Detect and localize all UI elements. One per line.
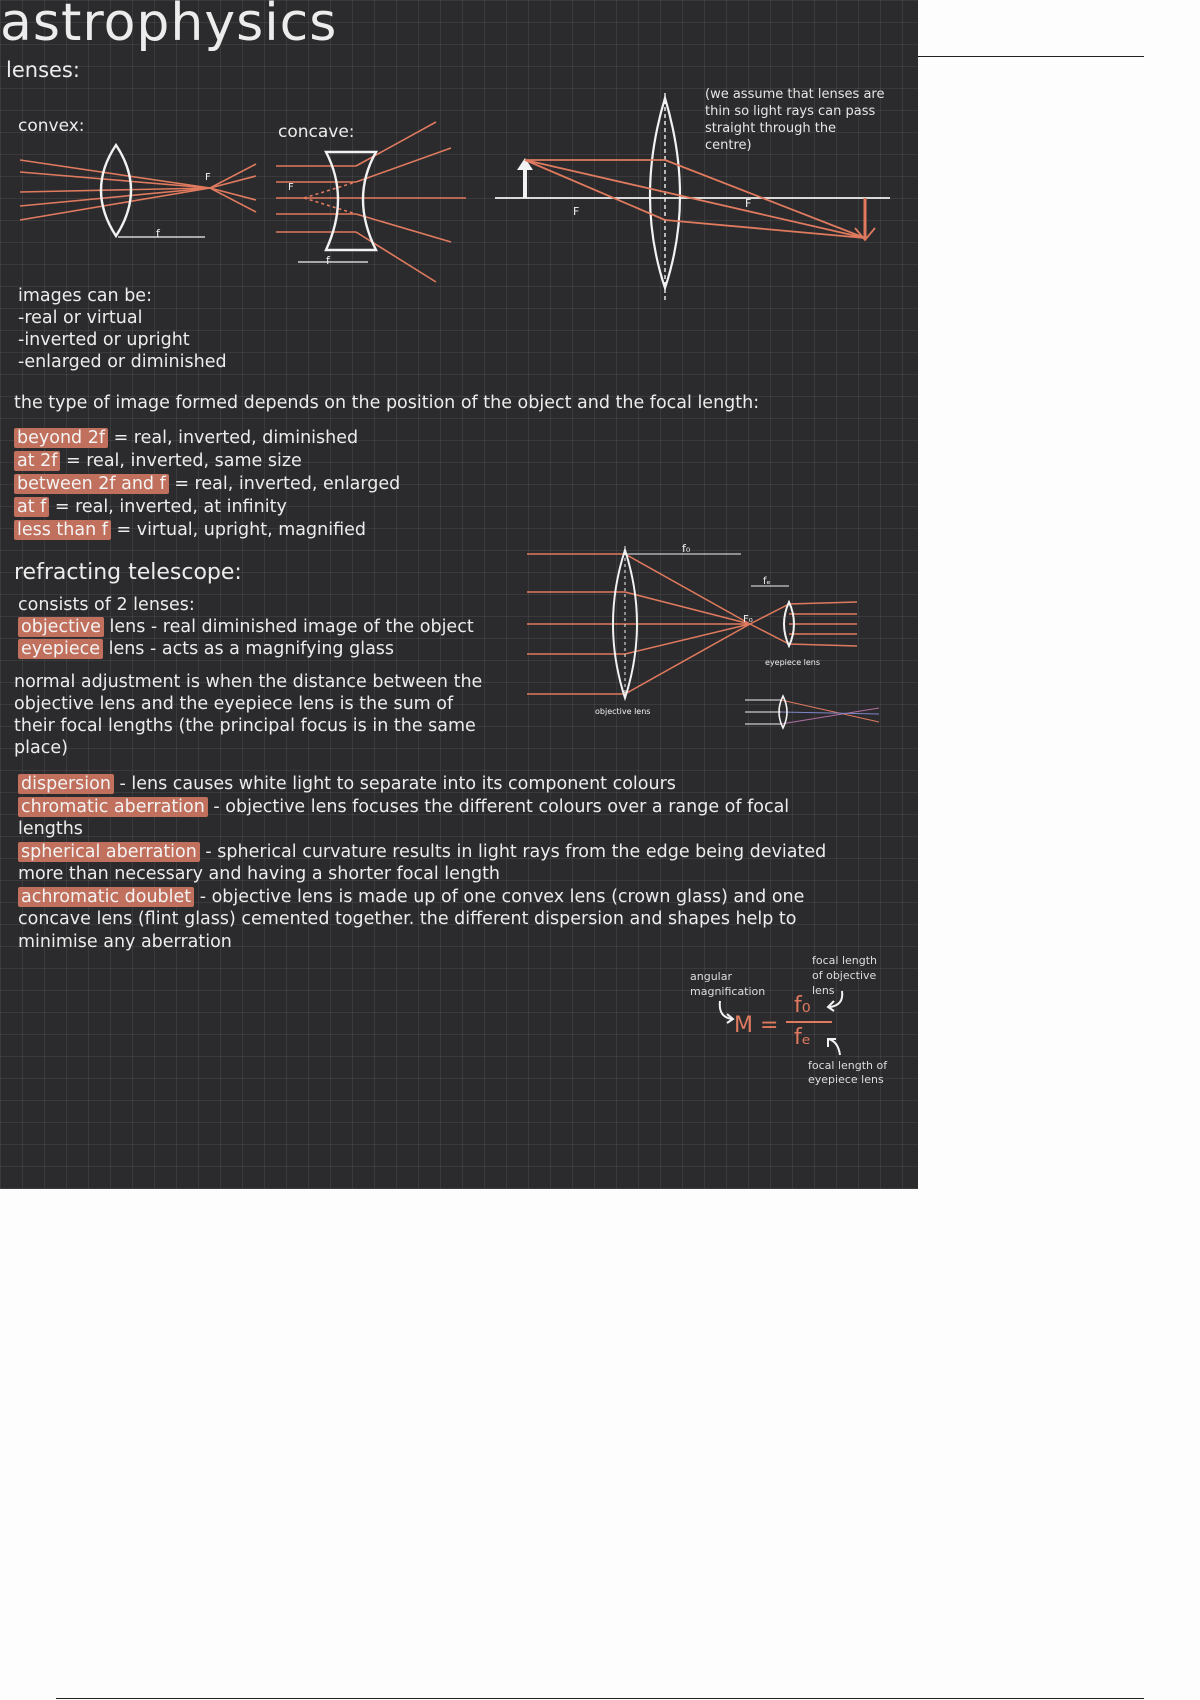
formula-lhs: M =: [734, 1013, 779, 1038]
curved-arrow-icon: [824, 1035, 848, 1059]
svg-text:objective lens: objective lens: [595, 707, 651, 716]
convex-focal-label: f: [156, 227, 160, 240]
svg-text:fₑ: fₑ: [763, 576, 771, 587]
curved-arrow-icon: [716, 999, 736, 1025]
position-rules: [14, 427, 400, 542]
concave-label: concave:: [278, 122, 355, 142]
definition-row: dispersion - lens causes white light to separate into its component colours: [18, 773, 826, 796]
convex-lens-diagram: [20, 140, 260, 250]
telescope-diagram: [527, 540, 887, 760]
curved-arrow-icon: [824, 989, 848, 1013]
images-can-be-list: images can be: -real or virtual -inverted or upright -enlarged or diminished: [18, 286, 227, 372]
rule-row: less than f = virtual, upright, magnified: [14, 519, 400, 542]
svg-text:f₀: f₀: [682, 542, 691, 555]
bottom-rule: [56, 1698, 1144, 1699]
formula-denominator: fₑ: [794, 1025, 811, 1050]
normal-adjustment: normal adjustment is when the distance between the objective lens and the eyepiece lens is the sum of their focal lengths (the principal focus is in the same place): [14, 672, 483, 758]
rule-row: at f = real, inverted, at infinity: [14, 496, 400, 519]
convex-label: convex:: [18, 116, 85, 136]
definition-row: achromatic doublet - objective lens is made up of one convex lens (crown glass) and one: [18, 886, 826, 909]
angular-label: angular magnification: [690, 970, 766, 998]
lenses-heading: lenses:: [6, 58, 80, 82]
concave-lens-diagram: [276, 122, 476, 282]
definitions: dispersion - lens causes white light to separate into its component colours chromatic aberration - objective lens focuses the different colours over a range of focal lengths spherical aberration - spherical curvature results in light rays from the edge being deviated more than necessary and having a shorter focal length achromatic doublet - objective lens is made up of one convex lens (crown glass) and one concave lens (flint glass) cemented together. the different dispersion and shapes help to minimise any aberration: [18, 774, 827, 952]
convex-f-label: F: [205, 172, 211, 183]
definition-row: chromatic aberration - objective lens focuses the different colours over a range of focal: [18, 796, 826, 819]
definition-row: spherical aberration - spherical curvature results in light rays from the edge being deviated: [18, 841, 826, 864]
assumption-note: (we assume that lenses are thin so light rays can pass straight through the centre): [705, 87, 885, 153]
type-sentence: the type of image formed depends on the position of the object and the focal length:: [14, 393, 760, 413]
svg-text:F: F: [745, 197, 752, 210]
formula-numerator: f₀: [794, 993, 811, 1018]
rule-row: at 2f = real, inverted, same size: [14, 450, 400, 473]
telescope-lenses: consists of 2 lenses: objective lens - real diminished image of the object eyepiece lens - acts as a magnifying glass: [18, 595, 474, 659]
page-title: astrophysics: [0, 0, 338, 53]
fe-label: focal length of eyepiece lens: [808, 1059, 888, 1086]
svg-text:F₀: F₀: [743, 614, 753, 625]
svg-text:F: F: [573, 205, 580, 218]
fraction-bar: [786, 1021, 832, 1023]
fo-label: focal length of objective lens: [812, 954, 878, 997]
svg-text:f: f: [326, 254, 330, 267]
top-rule: [918, 56, 1144, 57]
rule-row: beyond 2f = real, inverted, diminished: [14, 427, 400, 450]
telescope-heading: refracting telescope:: [14, 560, 242, 585]
svg-text:eyepiece lens: eyepiece lens: [765, 658, 821, 667]
svg-text:F: F: [288, 182, 294, 193]
rule-row: between 2f and f = real, inverted, enlarged: [14, 473, 400, 496]
